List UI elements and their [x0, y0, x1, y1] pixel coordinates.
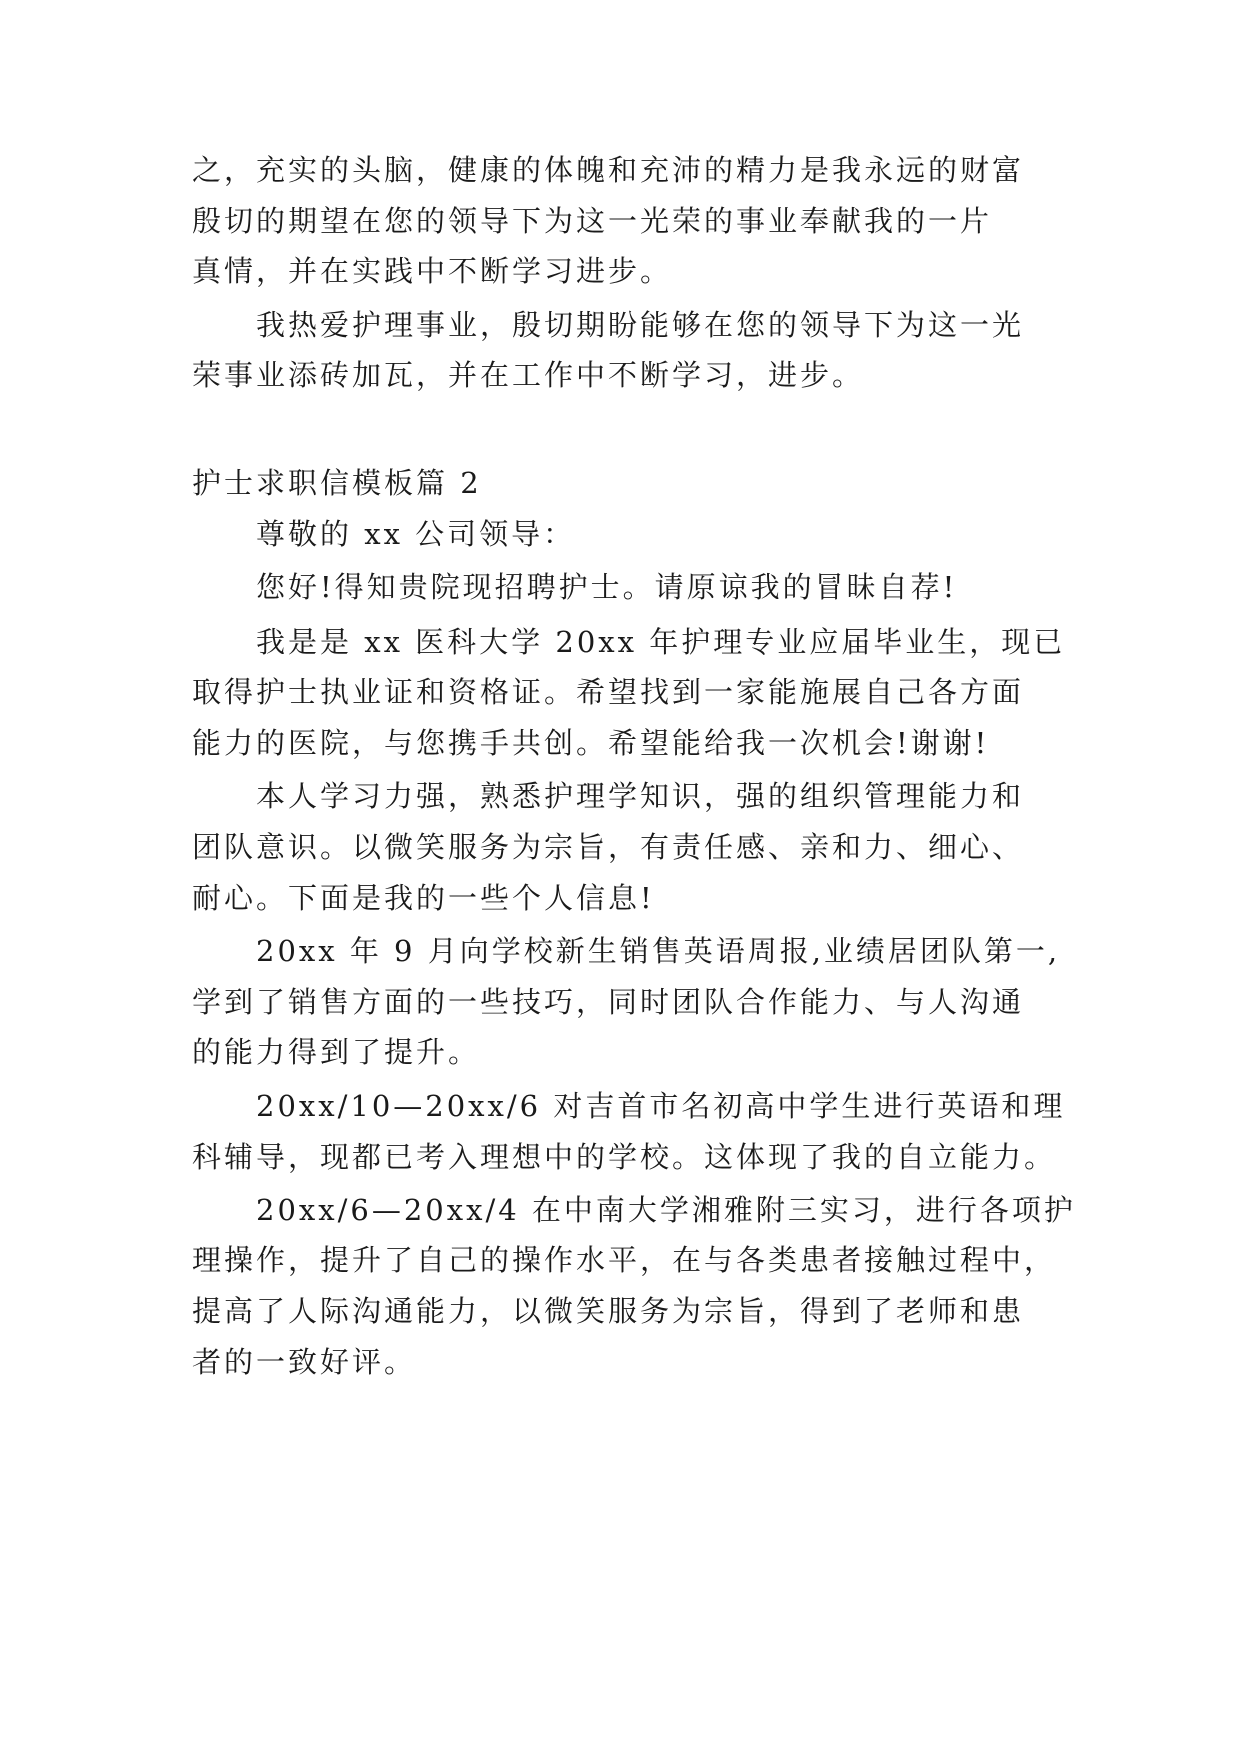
salutation: 尊敬的 xx 公司领导：	[256, 517, 576, 551]
closing-paragraph-line-1: 我热爱护理事业，殷切期盼能够在您的领导下为这一光	[256, 308, 1025, 342]
paragraph-5-line-2: 科辅导，现都已考入理想中的学校。这体现了我的自立能力。	[192, 1140, 1057, 1174]
closing-paragraph-line-2: 荣事业添砖加瓦，并在工作中不断学习，进步。	[192, 358, 865, 392]
continuation-line-1: 之，充实的头脑，健康的体魄和充沛的精力是我永远的财富	[192, 153, 1025, 187]
paragraph-4-line-1: 20xx 年 9 月向学校新生销售英语周报,业绩居团队第一,	[256, 934, 1061, 968]
paragraph-3-line-2: 团队意识。以微笑服务为宗旨，有责任感、亲和力、细心、	[192, 830, 1025, 864]
paragraph-5-line-1: 20xx/10—20xx/6 对吉首市名初高中学生进行英语和理	[256, 1089, 1066, 1123]
paragraph-2-line-3: 能力的医院，与您携手共创。希望能给我一次机会!谢谢!	[192, 726, 990, 760]
paragraph-6-line-3: 提高了人际沟通能力，以微笑服务为宗旨，得到了老师和患	[192, 1294, 1025, 1328]
paragraph-4-line-3: 的能力得到了提升。	[192, 1035, 481, 1069]
paragraph-1-line-1: 您好!得知贵院现招聘护士。请原谅我的冒昧自荐!	[256, 570, 958, 604]
continuation-line-3: 真情，并在实践中不断学习进步。	[192, 254, 673, 288]
paragraph-2-line-2: 取得护士执业证和资格证。希望找到一家能施展自己各方面	[192, 675, 1025, 709]
paragraph-6-line-4: 者的一致好评。	[192, 1345, 417, 1379]
paragraph-4-line-2: 学到了销售方面的一些技巧，同时团队合作能力、与人沟通	[192, 985, 1025, 1019]
paragraph-6-line-2: 理操作，提升了自己的操作水平，在与各类患者接触过程中，	[192, 1243, 1057, 1277]
paragraph-2-line-1: 我是是 xx 医科大学 20xx 年护理专业应届毕业生，现已	[256, 625, 1066, 659]
paragraph-6-line-1: 20xx/6—20xx/4 在中南大学湘雅附三实习，进行各项护	[256, 1193, 1076, 1227]
paragraph-3-line-1: 本人学习力强，熟悉护理学知识，强的组织管理能力和	[256, 779, 1025, 813]
paragraph-3-line-3: 耐心。下面是我的一些个人信息!	[192, 881, 655, 915]
section-title: 护士求职信模板篇 2	[192, 466, 482, 500]
continuation-line-2: 殷切的期望在您的领导下为这一光荣的事业奉献我的一片	[192, 204, 993, 238]
